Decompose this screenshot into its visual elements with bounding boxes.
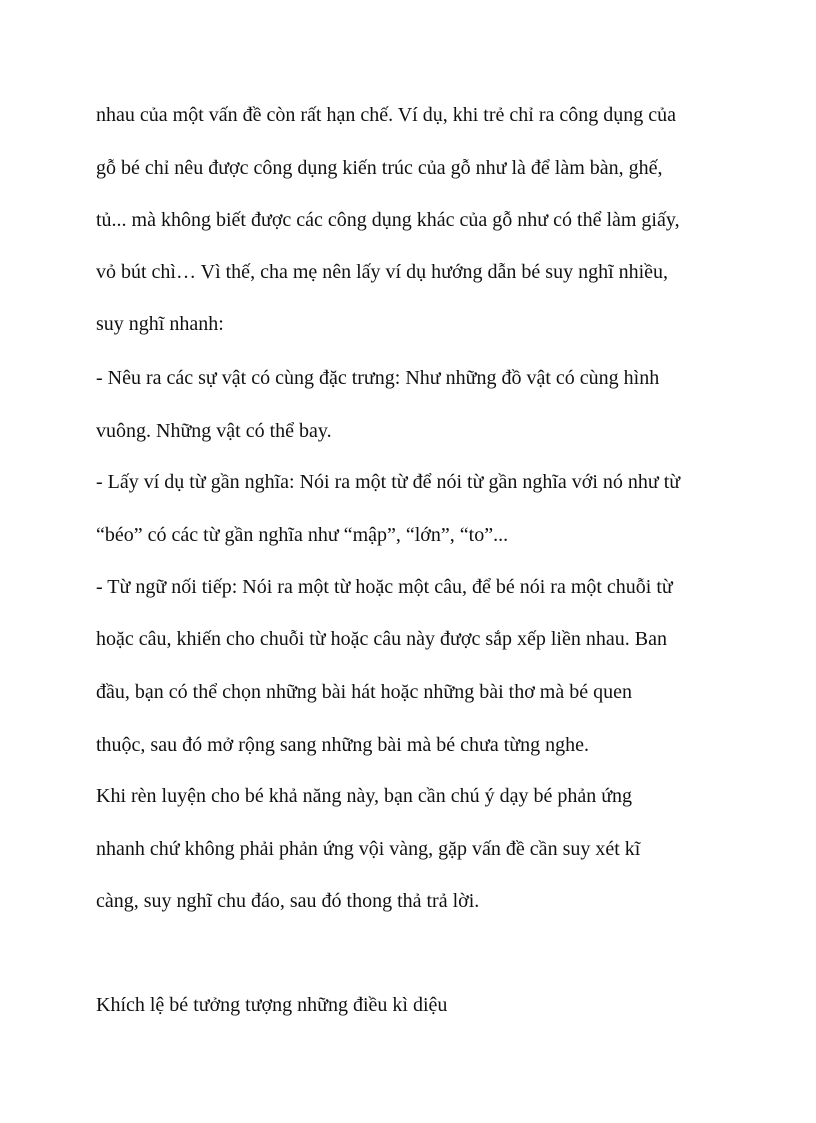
body-text-line: Khi rèn luyện cho bé khả năng này, bạn cần chú ý dạy bé phản ứng — [96, 785, 633, 807]
list-item-text-line: - Nêu ra các sự vật có cùng đặc trưng: Như những đồ vật có cùng hình — [96, 367, 660, 389]
body-text-line: vỏ bút chì… Vì thế, cha mẹ nên lấy ví dụ hướng dẫn bé suy nghĩ nhiều, — [96, 261, 669, 283]
list-item-text-line: vuông. Những vật có thể bay. — [96, 420, 332, 442]
section-heading: Khích lệ bé tưởng tượng những điều kì diệu — [96, 994, 448, 1016]
body-text-line: càng, suy nghĩ chu đáo, sau đó thong thả trả lời. — [96, 890, 480, 912]
body-text-line: tủ... mà không biết được các công dụng khác của gỗ như có thể làm giấy, — [96, 209, 680, 231]
list-item-text-line: “béo” có các từ gần nghĩa như “mập”, “lớn”, “to”... — [96, 524, 509, 546]
list-item-text-line: hoặc câu, khiến cho chuỗi từ hoặc câu này được sắp xếp liền nhau. Ban — [96, 628, 667, 650]
body-text-line: gỗ bé chỉ nêu được công dụng kiến trúc của gỗ như là để làm bàn, ghế, — [96, 157, 663, 179]
body-text-line: suy nghĩ nhanh: — [96, 313, 224, 335]
body-text-line: nhanh chứ không phải phản ứng vội vàng, gặp vấn đề cần suy xét kĩ — [96, 838, 641, 860]
list-item-text-line: thuộc, sau đó mở rộng sang những bài mà bé chưa từng nghe. — [96, 734, 589, 756]
body-text-line: nhau của một vấn đề còn rất hạn chế. Ví dụ, khi trẻ chỉ ra công dụng của — [96, 104, 676, 126]
list-item-text-line: - Lấy ví dụ từ gần nghĩa: Nói ra một từ để nói từ gần nghĩa với nó như từ — [96, 471, 681, 493]
list-item-text-line: đầu, bạn có thể chọn những bài hát hoặc những bài thơ mà bé quen — [96, 681, 632, 703]
list-item-text-line: - Từ ngữ nối tiếp: Nói ra một từ hoặc một câu, để bé nói ra một chuỗi từ — [96, 576, 673, 598]
